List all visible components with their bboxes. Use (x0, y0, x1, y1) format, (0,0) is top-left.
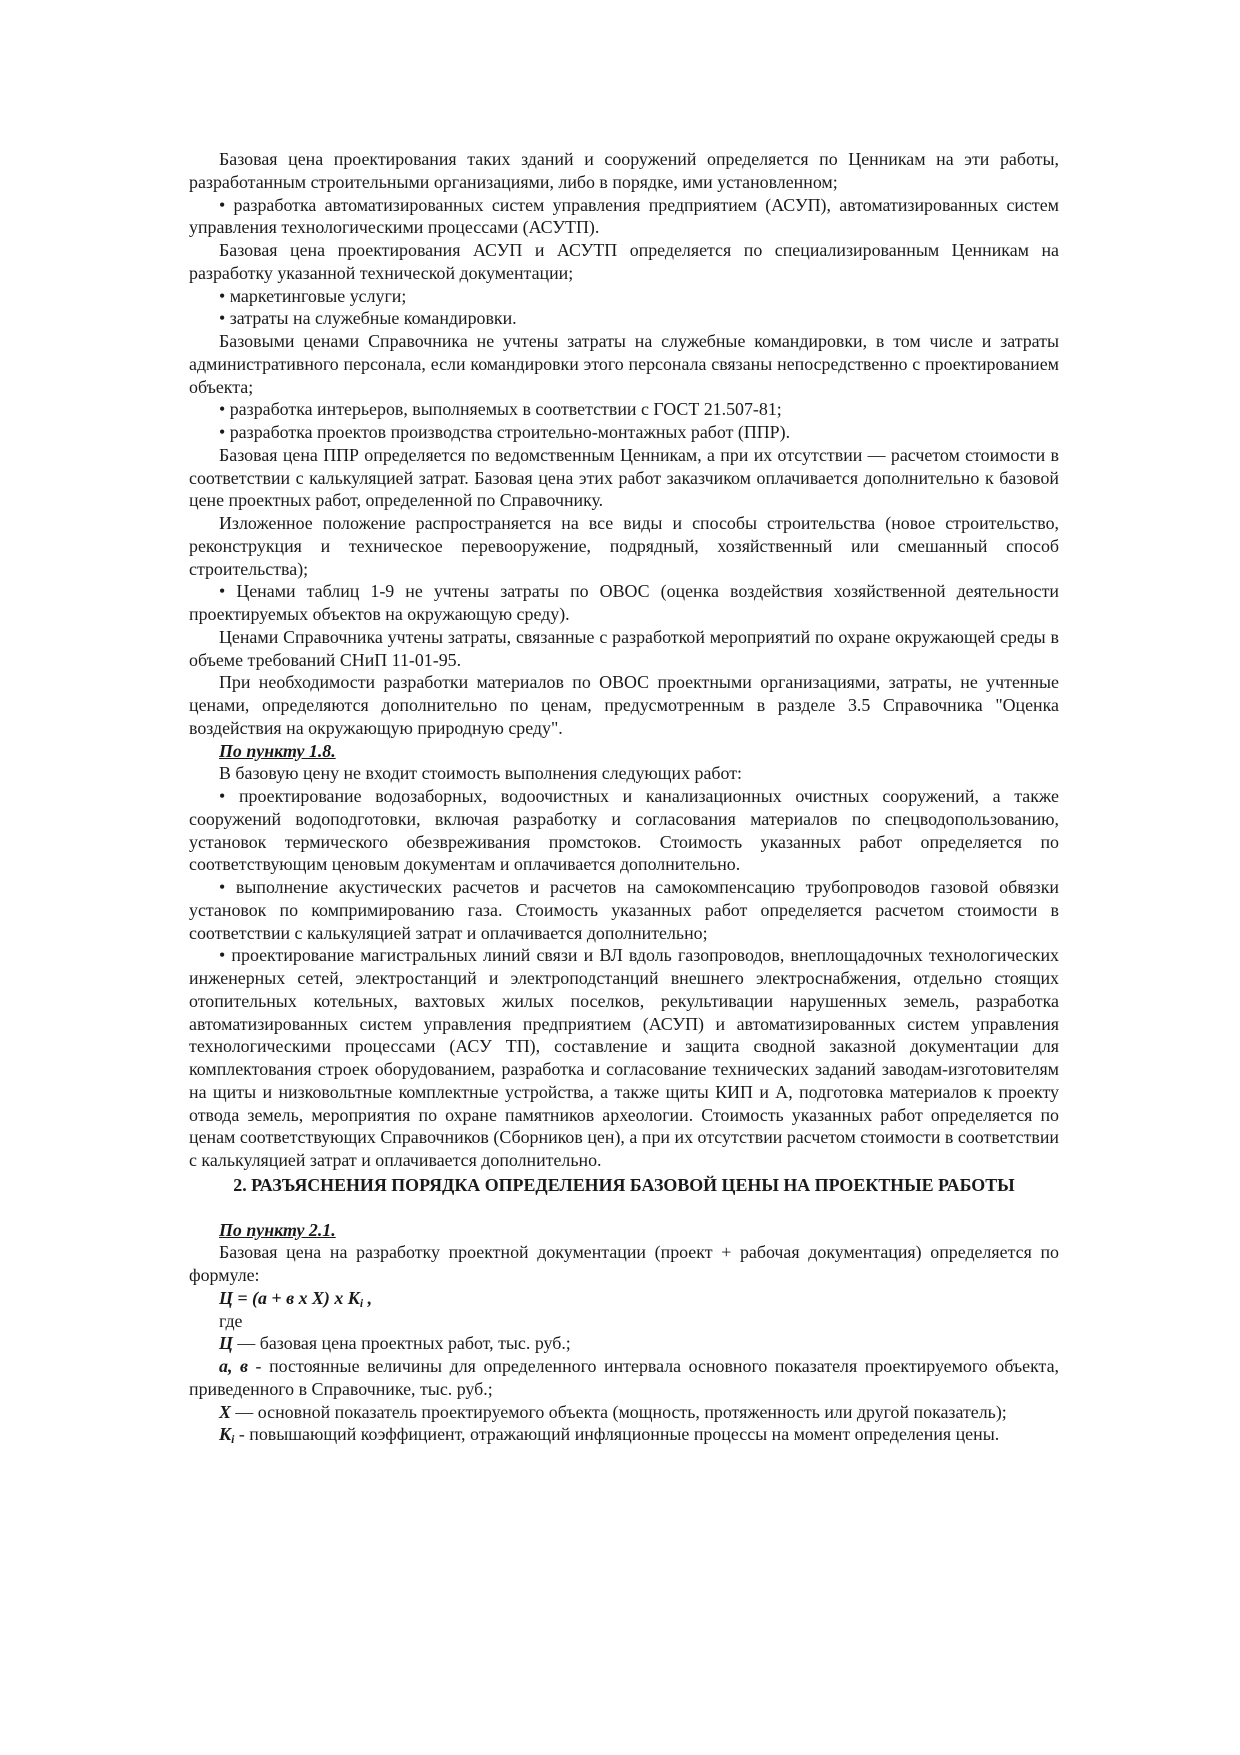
definition-text: - повышающий коэффициент, отражающий инфляционные процессы на момент определения цены. (234, 1424, 1000, 1445)
definition (189, 1355, 1059, 1401)
definition-text: — базовая цена проектных работ, тыс. руб.; (232, 1333, 571, 1354)
formula-tail: , (363, 1287, 373, 1308)
definition (189, 1332, 1059, 1355)
definition-term: Х (219, 1401, 231, 1422)
formula-main: Ц = (а + в х Х) х К (219, 1287, 360, 1308)
definition-term: Ц (219, 1333, 233, 1354)
bullet-item: • Ценами таблиц 1-9 не учтены затраты по ОВОС (оценка воздействия хозяйственной деятельности проектируемых объектов на окружающую среду). (189, 581, 1059, 624)
formula-subscript: i (359, 1296, 364, 1310)
definition-term: а, в (219, 1356, 248, 1376)
bullet-item: • разработка автоматизированных систем управления предприятием (АСУП), автоматизированных систем управления технологическими процессами (АСУТП). (189, 194, 1059, 238)
bullet-item: • проектирование водозаборных, водоочистных и канализационных очистных сооружений, а также сооружений водоподготовки, включая разработку и согласования материалов по спецводопользованию, установок термического обезвреживания промстоков. Стоимость указанных работ определяется по соответствующим ценовым документам и оплачивается дополнительно. (189, 786, 1059, 875)
section-1-8-title (189, 740, 1059, 763)
paragraph: Базовая цена проектирования АСУП и АСУТП определяется по специализированным Ценникам на разработку указанной технической документации; (189, 240, 1059, 283)
paragraph: Изложенное положение распространяется на все виды и способы строительства (новое строительство, реконструкция и техническое перевооружение, подрядный, хозяйственный или смешанный способ строительства); (189, 513, 1059, 579)
where-label: где (219, 1310, 243, 1331)
bullet-item: • разработка проектов производства строительно-монтажных работ (ППР). (219, 422, 791, 442)
bullet-item: • маркетинговые услуги; (219, 285, 407, 306)
bullet-item: • выполнение акустических расчетов и расчетов на самокомпенсацию трубопроводов газовой обвязки установок по компримированию газа. Стоимость указанных работ определяется расчетом стоимости в соответствии с калькуляцией затрат и оплачивается дополнительно; (189, 877, 1059, 943)
formula (189, 1287, 1059, 1310)
subsection-title: По пункту 1.8. (219, 740, 336, 761)
paragraph: Базовая цена ППР определяется по ведомственным Ценникам, а при их отсутствии — расчетом стоимости в соответствии с калькуляцией затрат. Базовая цена этих работ заказчиком оплачивается дополнительно к базовой цене проектных работ, определенной по Справочнику. (189, 444, 1059, 511)
document-page (189, 148, 1059, 1446)
paragraph: Базовая цена на разработку проектной документации (проект + рабочая документация) определяется по формуле: (189, 1242, 1059, 1285)
section-heading: 2. РАЗЪЯСНЕНИЯ ПОРЯДКА ОПРЕДЕЛЕНИЯ БАЗОВОЙ ЦЕНЫ НА ПРОЕКТНЫЕ РАБОТЫ (233, 1174, 1015, 1195)
definition-text: - постоянные величины для определенного интервала основного показателя проектируемого объекта, приведенного в Справочнике, тыс. руб.; (189, 1356, 1059, 1399)
paragraph: Базовыми ценами Справочника не учтены затраты на служебные командировки, в том числе и затраты административного персонала, если командировки этого персонала связаны непосредственно с проектированием объекта; (189, 331, 1059, 397)
paragraph: В базовую цену не входит стоимость выполнения следующих работ: (219, 763, 743, 784)
paragraph: Базовая цена проектирования таких зданий и сооружений определяется по Ценникам на эти работы, разработанным строительными организациями, либо в порядке, ими установленном; (189, 149, 1059, 192)
definition (189, 1401, 1059, 1424)
definition-term: К (219, 1424, 232, 1445)
section-2-1-title (189, 1219, 1059, 1242)
bullet-item: • проектирование магистральных линий связи и ВЛ вдоль газопроводов, внеплощадочных технологических инженерных сетей, электростанций и электроподстанций внешнего электроснабжения, отдельно стоящих отопительных котельных, вахтовых жилых поселков, рекультивации нарушенных земель, разработка автоматизированных систем управления предприятием (АСУП) и автоматизированных систем управления технологическими процессами (АСУ ТП), составление и защита сводной заказной документации для комплектования строек оборудованием, разработка и согласование технических заданий заводам-изготовителям на щиты и низковольтные комплектные устройства, а также щиты КИП и А, подготовка материалов к проекту отвода земель, мероприятия по охране памятников археологии. Стоимость указанных работ определяется по ценам соответствующих Справочников (Сборников цен), а при их отсутствии расчетом стоимости в соответствии с калькуляцией затрат и оплачивается дополнительно. (189, 945, 1059, 1170)
bullet-item: • разработка интерьеров, выполняемых в соответствии с ГОСТ 21.507-81; (219, 399, 782, 420)
bullet-item: • затраты на служебные командировки. (219, 308, 517, 329)
definition-subscript: i (231, 1433, 235, 1447)
paragraph: При необходимости разработки материалов по ОВОС проектными организациями, затраты, не учтенные ценами, определяются дополнительно по ценам, предусмотренным в разделе 3.5 Справочника "Оценка воздействия на окружающую природную среду". (189, 672, 1059, 738)
definition-text: — основной показатель проектируемого объекта (мощность, протяженность или другой показатель); (230, 1401, 1007, 1422)
paragraph: Ценами Справочника учтены затраты, связанные с разработкой мероприятий по охране окружающей среды в объеме требований СНиП 11-01-95. (189, 626, 1059, 670)
subsection-title: По пункту 2.1. (219, 1219, 336, 1240)
definition (189, 1423, 1059, 1446)
